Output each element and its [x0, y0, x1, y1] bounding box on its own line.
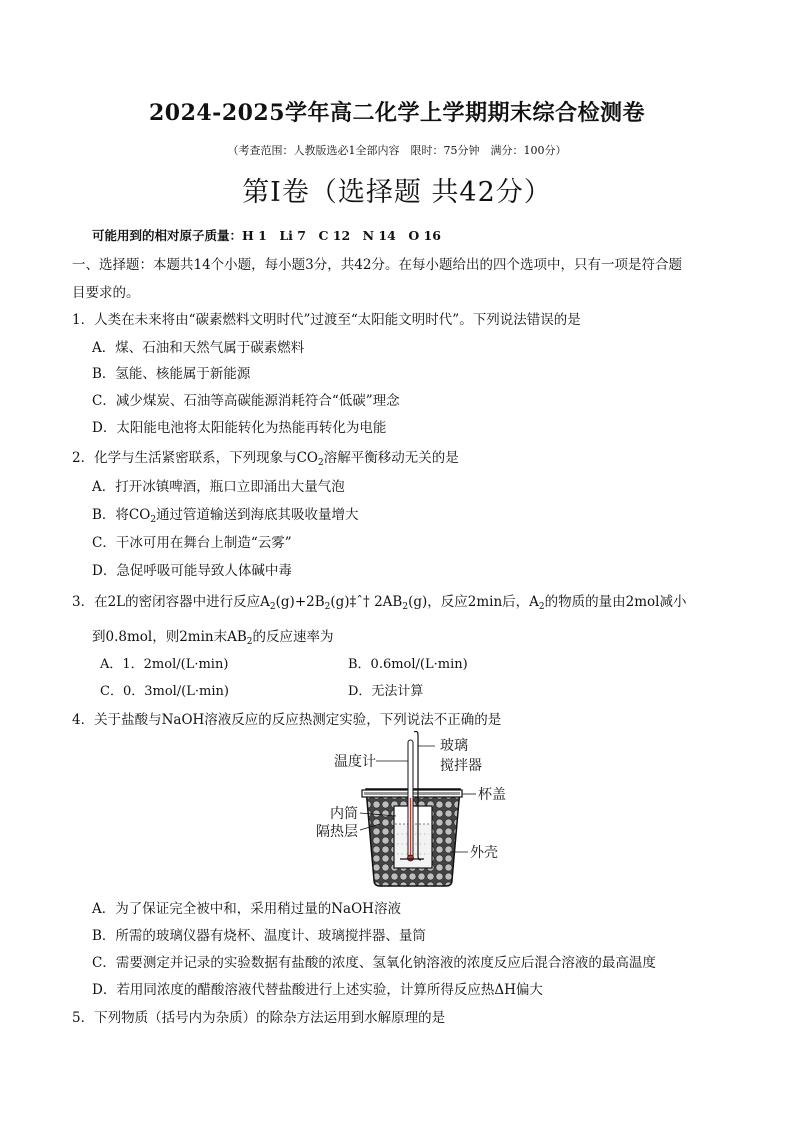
q4-option-b: B．所需的玻璃仪器有烧杯、温度计、玻璃搅拌器、量筒 [92, 928, 426, 944]
label-inner-cylinder: 内筒 [330, 806, 358, 822]
part-title: 第Ⅰ卷（选择题 共42分） [242, 177, 552, 208]
label-stirrer-line2: 搅拌器 [440, 758, 482, 774]
q1-option-b: B．氢能、核能属于新能源 [92, 366, 251, 382]
q4-option-d: D．若用同浓度的醋酸溶液代替盐酸进行上述实验，计算所得反应热ΔH偏大 [92, 982, 543, 998]
q1-option-a: A．煤、石油和天然气属于碳素燃料 [92, 340, 305, 356]
calorimeter-diagram [300, 728, 520, 893]
q2-option-c: C．干冰可用在舞台上制造“云雾” [92, 535, 292, 551]
exam-title: 2024-2025学年高二化学上学期期末综合检测卷 [148, 100, 646, 126]
exam-scope: （考查范围：人教版选必1全部内容 限时：75分钟 满分：100分） [227, 144, 567, 157]
q3-option-d: D．无法计算 [348, 684, 424, 699]
q3-stem-line2: 到0.8mol，则2min末$AB_2$的反应速率为 [92, 629, 334, 647]
q1-stem: 1．人类在未来将由“碳素燃料文明时代”过渡至“太阳能文明时代”。下列说法错误的是 [72, 312, 581, 328]
section-intro-line2: 目要求的。 [72, 285, 140, 301]
q2-stem: 2．化学与生活紧密联系，下列现象与$CO_2$溶解平衡移动无关的是 [72, 450, 459, 468]
q1-option-d: D．太阳能电池将太阳能转化为热能再转化为电能 [92, 420, 387, 436]
label-insulation: 隔热层 [316, 824, 358, 840]
q3-option-a: A．1．2mol/(L·min) [100, 657, 229, 672]
label-stirrer-line1: 玻璃 [440, 738, 468, 754]
q2-option-b: B．将$CO_2$通过管道输送到海底其吸收量增大 [92, 507, 359, 525]
atomic-masses: 可能用到的相对原子质量：H 1 Li 7 C 12 N 14 O 16 [92, 228, 441, 243]
q4-option-c: C．需要测定并记录的实验数据有盐酸的浓度、氢氧化钠溶液的浓度反应后混合溶液的最高温度 [92, 955, 656, 971]
q1-option-c: C．减少煤炭、石油等高碳能源消耗符合“低碳”理念 [92, 393, 400, 409]
q3-stem: 3．在2L的密闭容器中进行反应$A_2(g)+2B_2(g)\ddagger ˆ\dagger$ $2AB_2(g)$，反应2min后，$A_2$的物质的量由2mol减小 [72, 594, 687, 612]
q2-option-d: D．急促呼吸可能导致人体碱中毒 [92, 563, 292, 579]
label-thermometer: 温度计 [334, 754, 376, 770]
label-shell: 外壳 [470, 845, 498, 861]
q3-option-c: C．0．3mol/(L·min) [100, 684, 229, 699]
q5-stem: 5．下列物质（括号内为杂质）的除杂方法运用到水解原理的是 [72, 1010, 446, 1026]
q4-stem: 4．关于盐酸与NaOH溶液反应的反应热测定实验，下列说法不正确的是 [72, 712, 502, 728]
q4-option-a: A．为了保证完全被中和，采用稍过量的NaOH溶液 [92, 901, 401, 917]
q2-option-a: A．打开冰镇啤酒，瓶口立即涌出大量气泡 [92, 479, 345, 495]
label-lid: 杯盖 [478, 787, 506, 803]
section-intro-line1: 一、选择题：本题共14个小题，每小题3分，共42分。在每小题给出的四个选项中，只有一项是符合题 [72, 257, 682, 273]
q3-option-b: B．0.6mol/(L·min) [348, 657, 468, 672]
